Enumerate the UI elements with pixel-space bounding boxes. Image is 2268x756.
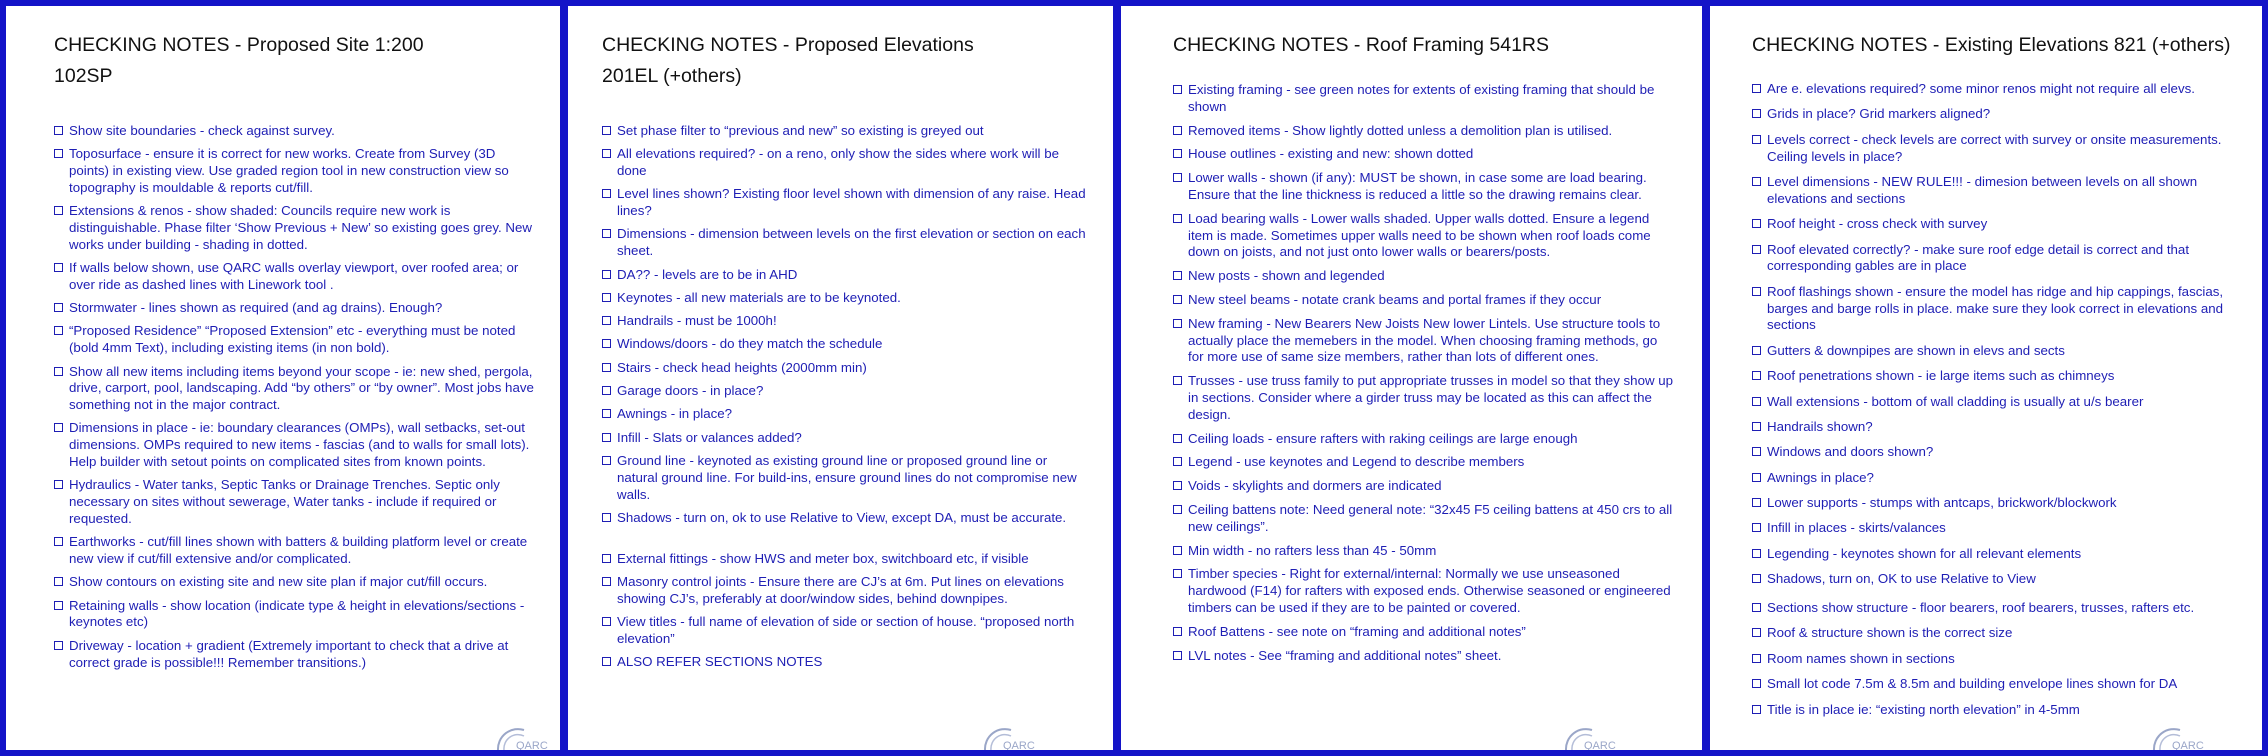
checkbox-icon[interactable] (1173, 173, 1182, 182)
checkbox-icon[interactable] (1752, 574, 1761, 583)
checklist (1752, 81, 2236, 718)
checklist (54, 123, 534, 671)
checklist-item (1173, 502, 1676, 536)
qarc-logo (981, 720, 1037, 750)
item-text: Roof & structure shown is the correct size (1767, 625, 2013, 641)
checklist-item (1752, 132, 2236, 166)
item-text: House outlines - existing and new: shown dotted (1188, 146, 1474, 162)
checklist-item (602, 313, 1087, 330)
checkbox-icon[interactable] (1752, 679, 1761, 688)
checklist-item (1752, 625, 2236, 642)
checkbox-icon[interactable] (602, 433, 611, 442)
qarc-logo (1562, 720, 1618, 750)
checklist-item (1173, 170, 1676, 204)
checklist-item (1173, 373, 1676, 423)
item-text: Show all new items including items beyond your scope - ie: new shed, pergola, drive, carport, pool, landscaping. Add “by others” or “by owner”. Most jobs have something not in the major contract. (69, 363, 534, 413)
item-text: Timber species - Right for external/internal: Normally we use unseasoned hardwood (F14) for rafters with exposed ends. Otherwise seasoned or engineered timbers can be used if they are to be painted or covered. (1188, 566, 1671, 615)
checkbox-icon[interactable] (54, 537, 63, 546)
checkbox-icon[interactable] (1173, 295, 1182, 304)
item-text: Keynotes - all new materials are to be keynoted. (617, 289, 901, 305)
checklist-item (1752, 343, 2236, 360)
checklist-item (1752, 368, 2236, 385)
item-text: Are e. elevations required? some minor renos might not require all elevs. (1767, 81, 2195, 96)
checkbox-icon[interactable] (1173, 651, 1182, 660)
item-text: Masonry control joints - Ensure there are CJ’s at 6m. Put lines on elevations showing CJ’s, preferably at door/window sides, behind downpipes. (617, 573, 1064, 606)
checkbox-icon[interactable] (1752, 654, 1761, 663)
item-text: Level dimensions - NEW RULE!!! - dimesion between levels on all shown elevations and sections (1767, 173, 2198, 206)
checkbox-icon[interactable] (1752, 109, 1761, 118)
checkbox-icon[interactable] (1173, 569, 1182, 578)
checklist-item (54, 477, 534, 527)
item-text: Grids in place? Grid markers aligned? (1767, 106, 1991, 122)
checklist-item (1173, 478, 1676, 495)
checkbox-icon[interactable] (1752, 177, 1761, 186)
item-text: Windows/doors - do they match the schedule (617, 336, 883, 352)
checklist-item (54, 534, 534, 568)
checklist (602, 123, 1087, 671)
item-text: New posts - shown and legended (1188, 268, 1385, 284)
checklist-item (1173, 316, 1676, 366)
checklist-item (602, 267, 1087, 284)
checkbox-icon[interactable] (602, 554, 611, 563)
item-text: Dimensions in place - ie: boundary clearances (OMPs), wall setbacks, set-out dimensions. OMPs required to new items - fascias (and to walls for small lots). Help builder with setout points on complicated sites from known points. (69, 420, 530, 470)
checkbox-icon[interactable] (1173, 214, 1182, 223)
checkbox-icon[interactable] (1752, 397, 1761, 406)
checkbox-icon[interactable] (1752, 447, 1761, 456)
item-text: Levels correct - check levels are correct with survey or onsite measurements. Ceiling levels in place? (1767, 131, 2222, 164)
checklist-item (602, 430, 1087, 447)
checklist-item (602, 510, 1087, 527)
item-text: Trusses - use truss family to put appropriate trusses in model so that they show up in sections. Consider where a girder truss may be located as this can affect the design. (1188, 373, 1674, 422)
item-text: Shadows - turn on, ok to use Relative to View, except DA, must be accurate. (617, 509, 1067, 525)
item-text: Garage doors - in place? (617, 383, 764, 399)
checklist-item (54, 638, 534, 672)
checkbox-icon[interactable] (602, 363, 611, 372)
checkbox-icon[interactable] (1752, 371, 1761, 380)
checklist-item (1752, 520, 2236, 537)
qarc-logo-mark (2150, 720, 2206, 750)
title-line: 201EL (+others) (602, 65, 742, 87)
checkbox-icon[interactable] (1173, 149, 1182, 158)
item-text: Extensions & renos - show shaded: Councils require new work is distinguishable. Phase filter ‘Show Previous + New’ so existing goes grey. New works under building - shading in dotted. (69, 203, 533, 252)
title-line: CHECKING NOTES - Proposed Elevations (602, 34, 974, 56)
checkbox-icon[interactable] (54, 263, 63, 272)
checklist-item (602, 336, 1087, 353)
panel-title (1752, 30, 2236, 61)
checkbox-icon[interactable] (54, 126, 63, 135)
checklist-item (54, 146, 534, 196)
checkbox-icon[interactable] (602, 293, 611, 302)
checklist-item (602, 406, 1087, 423)
checklist-item (602, 654, 1087, 671)
item-text: DA?? - levels are to be in AHD (617, 266, 798, 282)
checklist-item (602, 123, 1087, 140)
item-text: Retaining walls - show location (indicate type & height in elevations/sections - keynotes etc) (69, 597, 525, 630)
item-text: Stairs - check head heights (2000mm min) (617, 359, 867, 375)
item-text: Set phase filter to “previous and new” so existing is greyed out (617, 123, 984, 138)
item-text: Lower supports - stumps with antcaps, brickwork/blockwork (1767, 495, 2117, 511)
checklist-item (54, 123, 534, 140)
item-text: Level lines shown? Existing floor level shown with dimension of any raise. Head lines? (617, 186, 1086, 219)
checklist-item (1752, 216, 2236, 233)
item-text: Roof height - cross check with survey (1767, 216, 1988, 232)
checkbox-icon[interactable] (602, 577, 611, 586)
checklist-item (1173, 566, 1676, 616)
checklist-item (1752, 470, 2236, 487)
checkbox-icon[interactable] (1173, 434, 1182, 443)
site-notes-panel (6, 6, 560, 750)
item-text: Handrails shown? (1767, 418, 1873, 434)
item-text: All elevations required? - on a reno, only show the sides where work will be done (617, 146, 1059, 179)
checkbox-icon[interactable] (54, 326, 63, 335)
item-text: Handrails - must be 1000h! (617, 313, 777, 329)
checklist-item (1173, 123, 1676, 140)
item-text: External fittings - show HWS and meter box, switchboard etc, if visible (617, 550, 1029, 566)
item-text: If walls below shown, use QARC walls overlay viewport, over roofed area; or over ride as dashed lines with Linework tool . (69, 260, 519, 292)
checkbox-icon[interactable] (1752, 603, 1761, 612)
checkbox-icon[interactable] (602, 617, 611, 626)
checkbox-icon[interactable] (54, 206, 63, 215)
item-text: Show site boundaries - check against survey. (69, 123, 335, 138)
title-line: CHECKING NOTES - Existing Elevations 821 (+others) (1752, 34, 2231, 56)
checkbox-icon[interactable] (54, 641, 63, 650)
checklist-item (1752, 81, 2236, 98)
checkbox-icon[interactable] (602, 513, 611, 522)
checklist-item (1752, 651, 2236, 668)
checklist-item (54, 203, 534, 253)
checkbox-icon[interactable] (1173, 376, 1182, 385)
item-text: Wall extensions - bottom of wall cladding is usually at u/s bearer (1767, 393, 2144, 409)
checkbox-icon[interactable] (602, 126, 611, 135)
elevations-notes-panel (568, 6, 1113, 750)
checkbox-icon[interactable] (1173, 481, 1182, 490)
checklist-item (1752, 174, 2236, 208)
checkbox-icon[interactable] (1173, 457, 1182, 466)
title-line: CHECKING NOTES - Proposed Site 1:200 (54, 34, 424, 56)
checkbox-icon[interactable] (602, 189, 611, 198)
checkbox-icon[interactable] (1173, 85, 1182, 94)
item-text: Hydraulics - Water tanks, Septic Tanks or Drainage Trenches. Septic only necessary on sites without sewerage, Water tanks - include if required or requested. (69, 477, 500, 526)
checkbox-icon[interactable] (1173, 271, 1182, 280)
checklist-item (1173, 211, 1676, 261)
checklist-item (602, 146, 1087, 180)
item-text: Small lot code 7.5m & 8.5m and building envelope lines shown for DA (1767, 676, 2178, 692)
qarc-logo (2150, 720, 2206, 750)
item-text: Windows and doors shown? (1767, 444, 1934, 460)
checklist-item (1752, 419, 2236, 436)
checklist-item (1752, 676, 2236, 693)
checklist-item (1173, 624, 1676, 641)
checkbox-icon[interactable] (1173, 126, 1182, 135)
checklist-item (1752, 495, 2236, 512)
checklist-item (1752, 242, 2236, 276)
checkbox-icon[interactable] (1752, 498, 1761, 507)
checkbox-icon[interactable] (1173, 319, 1182, 328)
checkbox-icon[interactable] (54, 601, 63, 610)
checkbox-icon[interactable] (1752, 523, 1761, 532)
checklist (1173, 82, 1676, 664)
checklist-item (1173, 292, 1676, 309)
checklist-item (1752, 284, 2236, 334)
checkbox-icon[interactable] (54, 423, 63, 432)
checklist-item (602, 383, 1087, 400)
checklist-item (602, 551, 1087, 568)
item-text: Roof Battens - see note on “framing and additional notes” (1188, 623, 1526, 639)
item-text: View titles - full name of elevation of side or section of house. “proposed north elevation” (617, 614, 1075, 646)
item-text: Roof penetrations shown - ie large items such as chimneys (1767, 368, 2115, 384)
checkbox-icon[interactable] (602, 229, 611, 238)
checkbox-icon[interactable] (1173, 505, 1182, 514)
checkbox-icon[interactable] (54, 149, 63, 158)
item-text: Dimensions - dimension between levels on the first elevation or section on each sheet. (617, 226, 1086, 259)
item-text: Awnings in place? (1767, 469, 1874, 485)
checkbox-icon[interactable] (602, 386, 611, 395)
title-line: CHECKING NOTES - Roof Framing 541RS (1173, 34, 1550, 56)
checklist-item (602, 290, 1087, 307)
checklist-item (1173, 431, 1676, 448)
item-text: Existing framing - see green notes for extents of existing framing that should be shown (1188, 82, 1655, 114)
checkbox-icon[interactable] (602, 339, 611, 348)
roof-framing-notes-panel (1121, 6, 1702, 750)
item-text: New steel beams - notate crank beams and portal frames if they occur (1188, 291, 1602, 307)
checklist-item (602, 574, 1087, 608)
checkbox-icon[interactable] (1752, 628, 1761, 637)
item-text: Earthworks - cut/fill lines shown with batters & building platform level or create new view if cut/fill extensive and/or complicated. (69, 534, 528, 567)
item-text: Min width - no rafters less than 45 - 50mm (1188, 542, 1437, 558)
checkbox-icon[interactable] (1752, 473, 1761, 482)
checklist-item (602, 614, 1087, 648)
checkbox-icon[interactable] (602, 316, 611, 325)
checkbox-icon[interactable] (1752, 549, 1761, 558)
checklist-item (1173, 146, 1676, 163)
item-text: Shadows, turn on, OK to use Relative to View (1767, 571, 2036, 587)
checklist-item (1752, 444, 2236, 461)
item-text: Roof elevated correctly? - make sure roof edge detail is correct and that corresponding gables are in place (1767, 241, 2190, 274)
checklist-item (1173, 454, 1676, 471)
logo-text: QARC (516, 740, 548, 750)
checklist-item (1752, 702, 2236, 719)
item-text: Title is in place ie: “existing north elevation” in 4-5mm (1767, 701, 2080, 717)
item-text: Room names shown in sections (1767, 650, 1955, 666)
checkbox-icon[interactable] (54, 367, 63, 376)
checklist-item (1173, 268, 1676, 285)
checklist-item (602, 226, 1087, 260)
item-text: Ceiling loads - ensure rafters with raking ceilings are large enough (1188, 430, 1578, 446)
checkbox-icon[interactable] (602, 657, 611, 666)
checklist-item (1173, 648, 1676, 665)
checkbox-icon[interactable] (54, 577, 63, 586)
checkbox-icon[interactable] (54, 480, 63, 489)
checklist-item (54, 574, 534, 591)
qarc-logo-mark (981, 720, 1037, 750)
item-text: Roof flashings shown - ensure the model has ridge and hip cappings, fascias, barges and barge rolls in place. make sure they look correct in elevations and sections (1767, 283, 2224, 333)
item-text: Voids - skylights and dormers are indicated (1188, 478, 1442, 494)
qarc-logo-mark (1562, 720, 1618, 750)
checkbox-icon[interactable] (602, 149, 611, 158)
checkbox-icon[interactable] (54, 303, 63, 312)
checklist-item (602, 186, 1087, 220)
item-text: Awnings - in place? (617, 406, 733, 422)
item-text: Ground line - keynoted as existing ground line or proposed ground line or natural ground line. For build-ins, ensure ground lines do not compromise new walls. (617, 452, 1077, 502)
checklist-item (1752, 571, 2236, 588)
existing-elevations-notes-panel (1710, 6, 2262, 750)
item-text: Legending - keynotes shown for all relevant elements (1767, 545, 2082, 561)
checklist-item (54, 420, 534, 470)
logo-text: QARC (1584, 740, 1616, 750)
item-text: Infill in places - skirts/valances (1767, 520, 1946, 536)
panel-title (602, 30, 1087, 92)
checkbox-icon[interactable] (1173, 546, 1182, 555)
item-text: Gutters & downpipes are shown in elevs and sects (1767, 342, 2065, 358)
item-text: Infill - Slats or valances added? (617, 429, 802, 445)
item-text: Load bearing walls - Lower walls shaded. Upper walls dotted. Ensure a legend item is made. Sometimes upper walls need to be shown when roof loads come down on joists, and not just onto lower walls or bearers/posts. (1188, 210, 1651, 260)
panel-title (54, 30, 534, 92)
item-text: Ceiling battens note: Need general note: “32x45 F5 ceiling battens at 450 crs to all new ceilings”. (1188, 501, 1673, 534)
checklist-item (54, 300, 534, 317)
checklist-item (1752, 546, 2236, 563)
item-text: New framing - New Bearers New Joists New lower Lintels. Use structure tools to actually place the memebers in the model. When choosing framing methods, go for more use of same size members, rather than lots of different ones. (1188, 315, 1661, 365)
checklist-item (54, 260, 534, 294)
checklist-item (1752, 106, 2236, 123)
checkbox-icon[interactable] (1752, 705, 1761, 714)
checkbox-icon[interactable] (1752, 346, 1761, 355)
item-text: Removed items - Show lightly dotted unless a demolition plan is utilised. (1188, 122, 1613, 138)
checkbox-icon[interactable] (1173, 627, 1182, 636)
checklist-item (602, 453, 1087, 503)
logo-text: QARC (1003, 740, 1035, 750)
item-text: Sections show structure - floor bearers, roof bearers, trusses, rafters etc. (1767, 600, 2195, 616)
item-text: Show contours on existing site and new site plan if major cut/fill occurs. (69, 574, 488, 590)
checklist-item (1173, 82, 1676, 116)
item-text: ALSO REFER SECTIONS NOTES (617, 654, 823, 670)
checklist-item (1173, 543, 1676, 560)
item-text: Stormwater - lines shown as required (and ag drains). Enough? (69, 300, 443, 316)
checkbox-icon[interactable] (1752, 245, 1761, 254)
checkbox-icon[interactable] (1752, 219, 1761, 228)
item-text: Lower walls - shown (if any): MUST be shown, in case some are load bearing. Ensure that the line thickness is reduced a little so the drawing remains clear. (1188, 170, 1647, 202)
checklist-item (1752, 600, 2236, 617)
checkbox-icon[interactable] (602, 409, 611, 418)
item-text: Toposurface - ensure it is correct for new works. Create from Survey (3D points) in existing view. Use graded region tool in new construction view so topography is mouldable & reports cut/fill. (69, 146, 509, 195)
checkbox-icon[interactable] (1752, 84, 1761, 93)
checkbox-icon[interactable] (602, 456, 611, 465)
checklist-item (54, 323, 534, 357)
title-line: 102SP (54, 65, 113, 87)
checklist-item (1752, 394, 2236, 411)
checkbox-icon[interactable] (1752, 287, 1761, 296)
checkbox-icon[interactable] (602, 270, 611, 279)
item-text: LVL notes - See “framing and additional notes” sheet. (1188, 647, 1502, 663)
checklist-item (54, 364, 534, 414)
logo-text: QARC (2172, 740, 2204, 750)
qarc-logo-mark (494, 720, 550, 750)
item-text: Legend - use keynotes and Legend to describe members (1188, 454, 1525, 470)
checklist-item (54, 598, 534, 632)
item-text: “Proposed Residence” “Proposed Extension” etc - everything must be noted (bold 4mm Text), including existing items (in non bold). (69, 323, 516, 356)
item-text: Driveway - location + gradient (Extremely important to check that a drive at correct grade is possible!!! Remember transitions.) (69, 637, 509, 670)
panel-title (1173, 30, 1676, 61)
checkbox-icon[interactable] (1752, 422, 1761, 431)
checklist-item (602, 360, 1087, 377)
checkbox-icon[interactable] (1752, 135, 1761, 144)
qarc-logo (494, 720, 550, 750)
